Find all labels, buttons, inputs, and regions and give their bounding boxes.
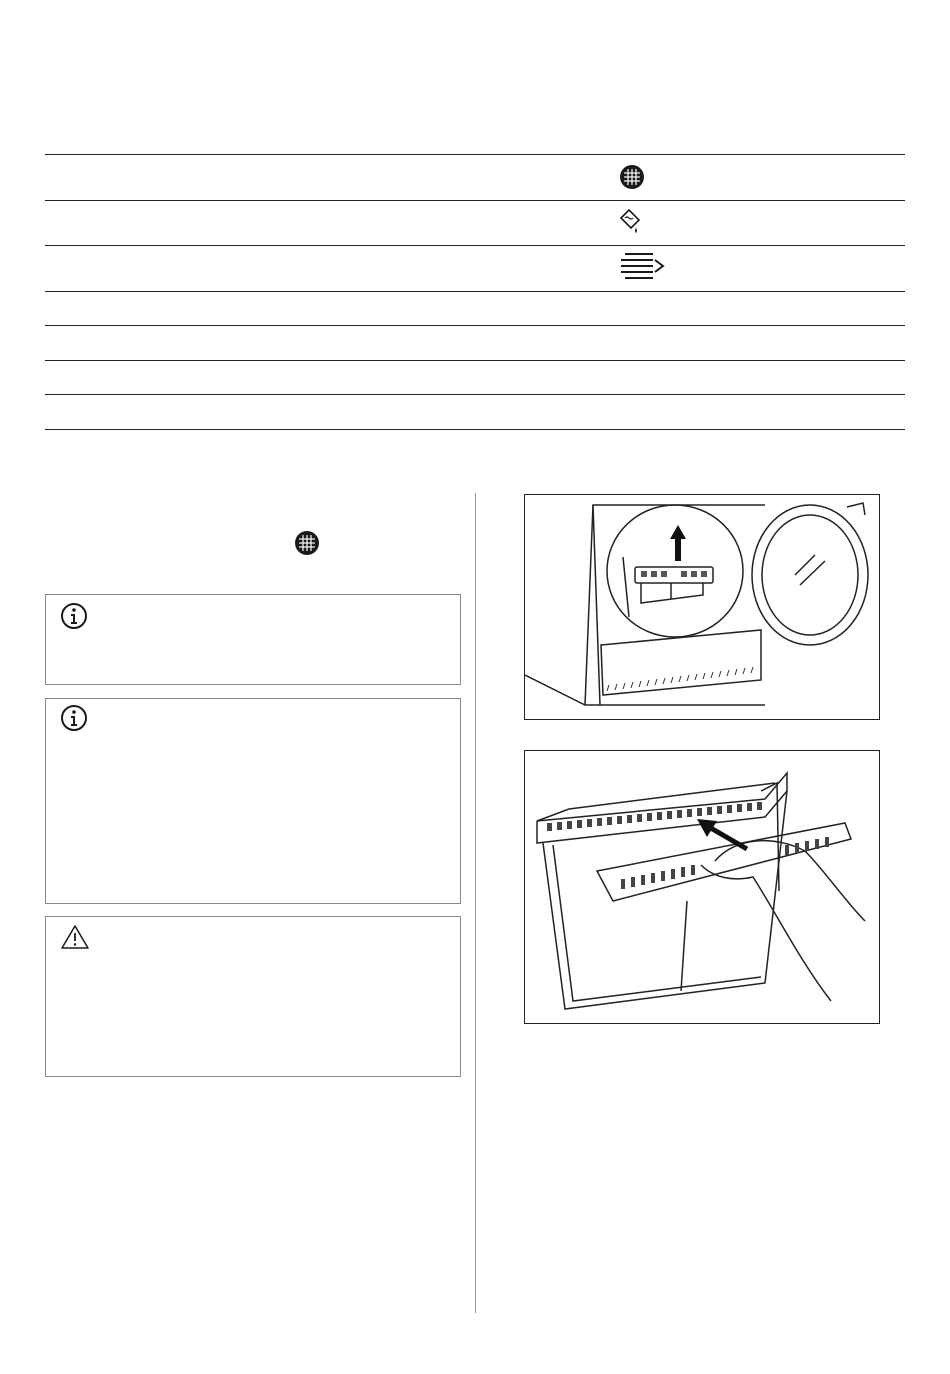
filter-cleaning-illustration — [524, 750, 880, 1024]
table-bottom-rule — [45, 429, 905, 430]
table-row-rule — [45, 394, 905, 395]
info-icon — [60, 602, 88, 630]
table-row-rule — [45, 325, 905, 326]
table-row-rule — [45, 200, 905, 201]
water-container-icon — [617, 206, 647, 236]
info-note-box — [45, 698, 461, 904]
table-row-rule — [45, 360, 905, 361]
filter-removal-illustration — [524, 494, 880, 720]
warning-note-box — [45, 916, 461, 1077]
table-row-rule — [45, 291, 905, 292]
table-row-rule — [45, 245, 905, 246]
info-icon — [60, 704, 88, 732]
warning-icon — [60, 923, 90, 951]
filter-icon — [294, 530, 320, 556]
up-arrow-icon — [670, 525, 686, 561]
diagonal-arrow-icon — [697, 819, 747, 849]
column-separator — [475, 493, 476, 1313]
filter-icon — [619, 164, 645, 190]
condenser-icon — [619, 250, 667, 280]
info-note-box — [45, 594, 461, 685]
table-top-rule — [45, 154, 905, 155]
